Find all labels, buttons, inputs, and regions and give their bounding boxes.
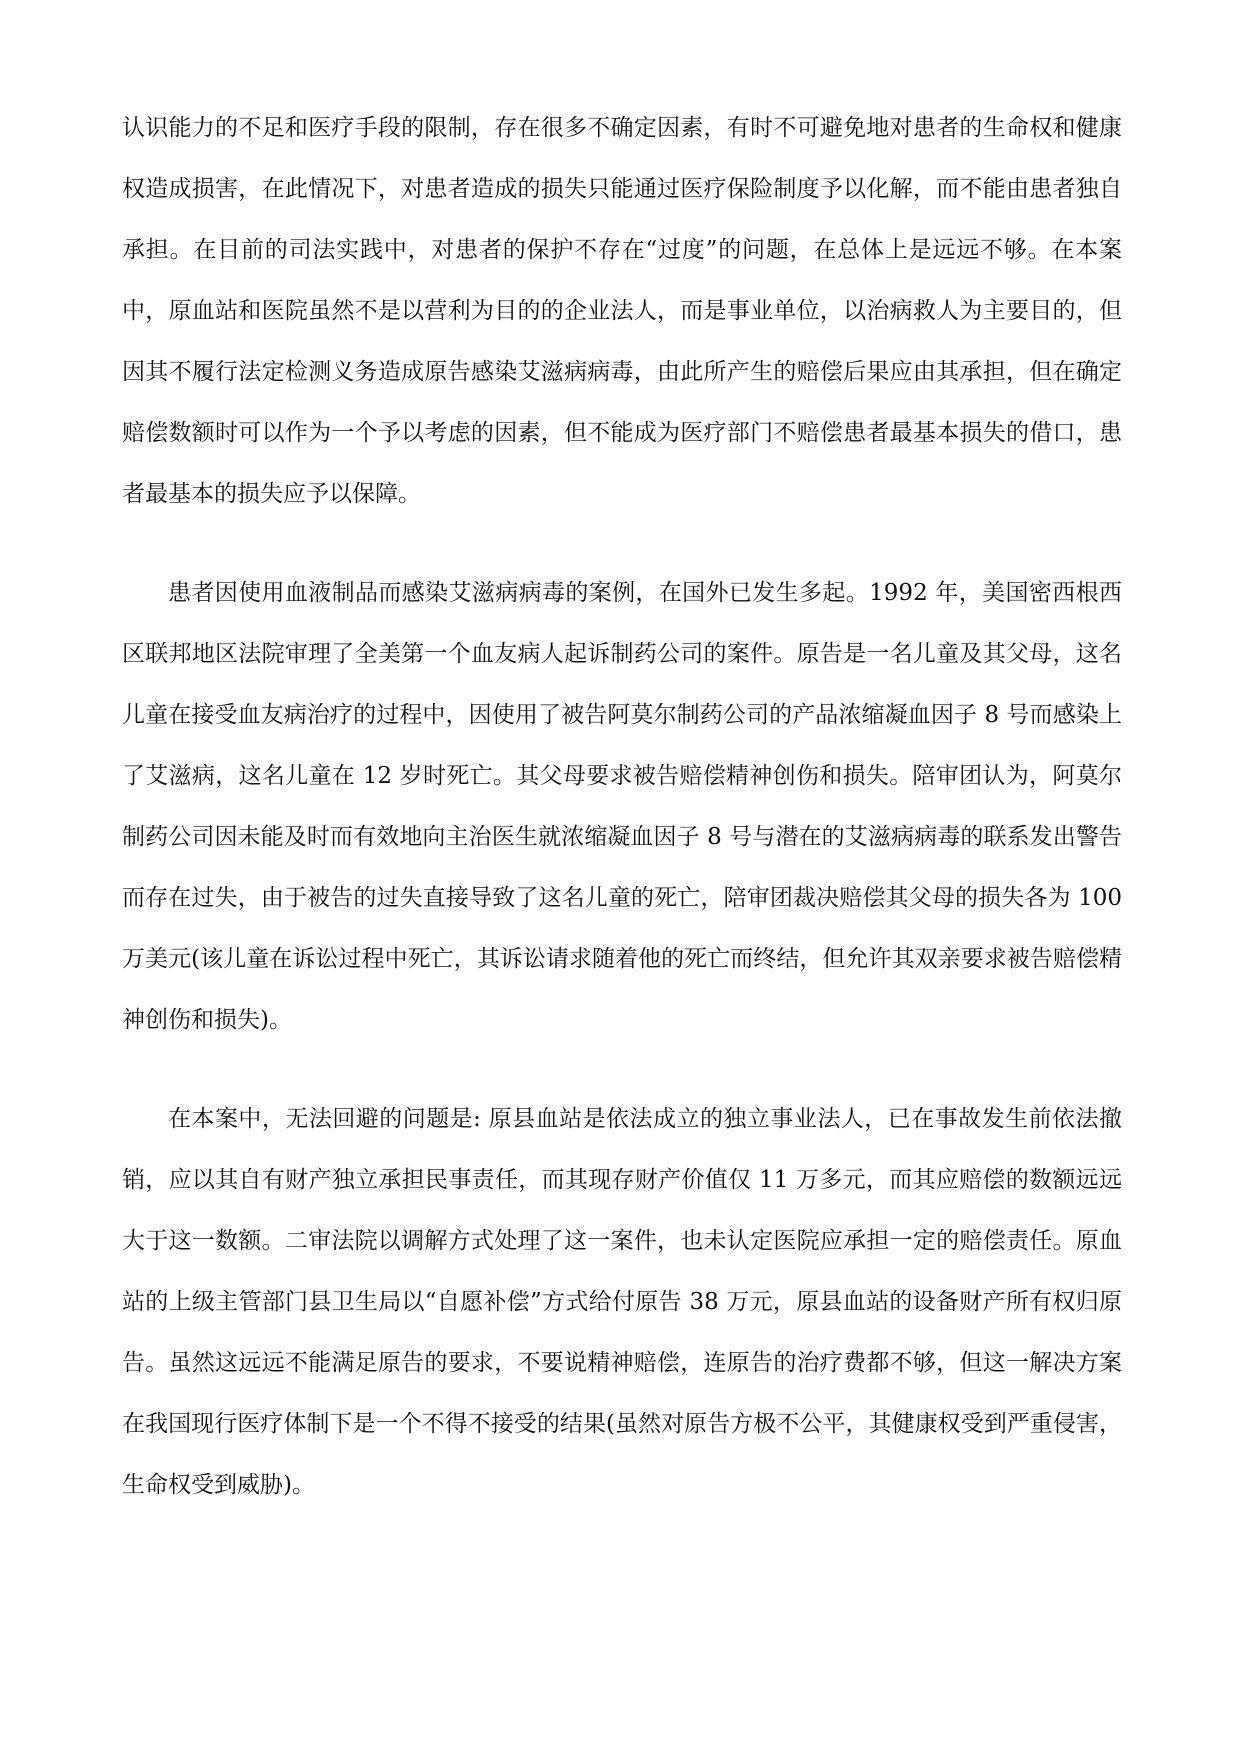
paragraph-case-resolution: 在本案中，无法回避的问题是: 原县血站是依法成立的独立事业法人，已在事故发生前依法撤销，应以其自有财产独立承担民事责任，而其现存财产价值仅 11 万多元，而其应赔偿的数额远远大于这一数额。二审法院以调解方式处理了这一案件，也未认定医院应承担一定的赔偿责任。原血站的上级主管部门县卫生局以“自愿补偿”方式给付原告 38 万元，原县血站的设备财产所有权归原告。虽然这远远不能满足原告的要求，不要说精神赔偿，连原告的治疗费都不够，但这一解决方案在我国现行医疗体制下是一个不得不接受的结果(虽然对原告方极不公平，其健康权受到严重侵害，生命权受到威胁)。 — [122, 1106, 1122, 1498]
paragraph-foreign-cases: 患者因使用血液制品而感染艾滋病病毒的案例，在国外已发生多起。1992 年，美国密西根西区联邦地区法院审理了全美第一个血友病人起诉制药公司的案件。原告是一名儿童及其父母，这名儿童在接受血友病治疗的过程中，因使用了被告阿莫尔制药公司的产品浓缩凝血因子 8 号而感染上了艾滋病，这名儿童在 12 岁时死亡。其父母要求被告赔偿精神创伤和损失。陪审团认为，阿莫尔制药公司因未能及时而有效地向主治医生就浓缩凝血因子 8 号与潜在的艾滋病病毒的联系发出警告而存在过失，由于被告的过失直接导致了这名儿童的死亡，陪审团裁决赔偿其父母的损失各为 100 万美元(该儿童在诉讼过程中死亡，其诉讼请求随着他的死亡而终结，但允许其双亲要求被告赔偿精神创伤和损失)。 — [122, 580, 1122, 1033]
paragraph-continuation: 认识能力的不足和医疗手段的限制，存在很多不确定因素，有时不可避免地对患者的生命权和健康权造成损害，在此情况下，对患者造成的损失只能通过医疗保险制度予以化解，而不能由患者独自承担。在目前的司法实践中，对患者的保护不存在“过度”的问题，在总体上是远远不够。在本案中，原血站和医院虽然不是以营利为目的的企业法人，而是事业单位，以治病救人为主要目的，但因其不履行法定检测义务造成原告感染艾滋病病毒，由此所产生的赔偿后果应由其承担，但在确定赔偿数额时可以作为一个予以考虑的因素，但不能成为医疗部门不赔偿患者最基本损失的借口，患者最基本的损失应予以保障。 — [122, 115, 1122, 507]
document-body — [122, 98, 1122, 1516]
